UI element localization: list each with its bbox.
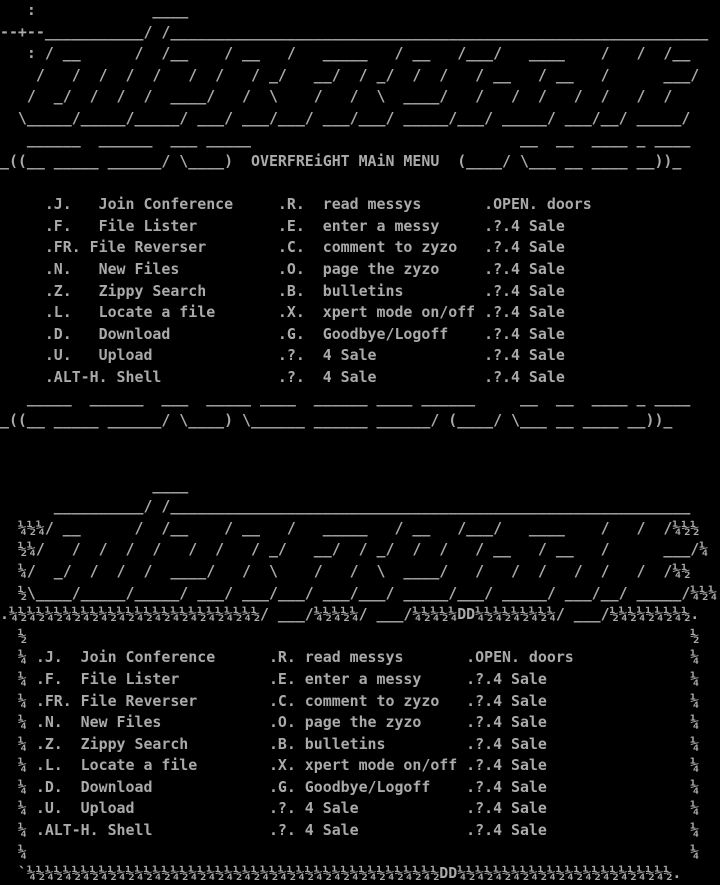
screen-line-3: / / / / / / / / _/ __/ / _/ / / / __ / __ / ___/ [0, 65, 700, 84]
screen-line-12: .N. New Files .O. page the zyzo .?.4 Sale [0, 259, 565, 278]
screen-line-27: ½\____/_____/_____/ ___/ ___/___/ ___/___/ _____/___/ _____/ ___/__/ _____/¼½¼ [0, 583, 718, 602]
screen-line-13: .Z. Zippy Search .B. bulletins .?.4 Sale [0, 281, 565, 300]
screen-line-25: ½¼/ / / / / / / / _/ __/ / _/ / / / __ / __ / ___/¼ [0, 540, 709, 559]
screen-line-34: ¼ .Z. Zippy Search .B. bulletins .?.4 Sale ¼ [0, 734, 700, 753]
screen-line-33: ¼ .N. New Files .O. page the zyzo .?.4 Sale ¼ [0, 713, 700, 732]
screen-line-26: ¼/ _/ / / / ____/ / \ / / \ ____/ / / / / / / /¼½ [0, 562, 691, 581]
screen-line-7: _((__ _____ ______/ \____) OVERFREiGHT MAiN MENU (____/ \___ __ ____ __))_ [0, 152, 682, 171]
screen-line-31: ¼ .F. File Lister .E. enter a messy .?.4 Sale ¼ [0, 669, 700, 688]
screen-line-4: / _/ / / / ____/ / \ / / \ ____/ / / / / / / / [0, 87, 673, 106]
screen-line-28: .¼½¼½¼½¼½¼½¼½¼½¼½¼½¼½¼½¼½¼½¼½/ ___/¼½¼½¼/ ___/¼½¼½¼DD¼½¼½¼½¼½¼/ ___/½¼½¼½¼½¼½. [0, 605, 700, 624]
screen-line-32: ¼ .FR. File Reverser .C. comment to zyzo .?.4 Sale ¼ [0, 691, 700, 710]
screen-line-8 [0, 173, 720, 195]
screen-line-37: ¼ .U. Upload .?. 4 Sale .?.4 Sale ¼ [0, 799, 700, 818]
screen-line-2: : / __ / /__ / __ / _____ / __ /___/ ____ / / /__ [0, 44, 691, 63]
screen-line-20 [0, 432, 720, 454]
screen-line-6: ______ ______ ___ _____ __ __ ____ _ ____ [0, 130, 691, 149]
screen-line-0: : ____ [0, 1, 189, 19]
screen-line-11: .FR. File Reverser .C. comment to zyzo .?.4 Sale [0, 238, 565, 257]
screen-line-23: __________/ /__________________________________________________________ [0, 497, 691, 516]
screen-line-15: .D. Download .G. Goodbye/Logoff .?.4 Sale [0, 324, 565, 343]
screen-line-30: ¼ .J. Join Conference .R. read messys .OPEN. doors ¼ [0, 648, 700, 667]
screen-line-35: ¼ .L. Locate a file .X. xpert mode on/off .?.4 Sale ¼ [0, 756, 700, 775]
screen-line-36: ¼ .D. Download .G. Goodbye/Logoff .?.4 Sale ¼ [0, 777, 700, 796]
screen-line-18: _____ ______ ___ _____ ____ ______ ____ ______ __ __ ____ _ ____ [0, 389, 691, 408]
screen-line-39: ¼ ¼ [0, 842, 700, 861]
screen-line-10: .F. File Lister .E. enter a messy .?.4 Sale [0, 216, 565, 235]
screen-line-1: --+--___________/ /____________________________________________________________ [0, 22, 709, 41]
screen-line-9: .J. Join Conference .R. read messys .OPEN. doors [0, 195, 592, 214]
screen-line-16: .U. Upload .?. 4 Sale .?.4 Sale [0, 346, 565, 365]
screen-line-5: \_____/_____/_____/ ___/ ___/___/ ___/___/ _____/___/ _____/ ___/__/ _____/ [0, 108, 691, 127]
screen-line-21 [0, 453, 720, 475]
screen-line-14: .L. Locate a file .X. xpert mode on/off .?.4 Sale [0, 303, 565, 322]
screen-line-19: _((__ _____ ______/ \____) \______ ______ ______/ (____/ \___ __ ____ __))_ [0, 410, 673, 429]
screen-line-38: ¼ .ALT-H. Shell .?. 4 Sale .?.4 Sale ¼ [0, 820, 700, 839]
screen-line-29: ½ ½ [0, 626, 700, 645]
screen-line-24: ¼½¼/ __ / /__ / __ / _____ / __ /___/ ____ / / /¼½½ [0, 518, 700, 537]
screen-line-22: ____ [0, 475, 189, 494]
screen-line-17: .ALT-H. Shell .?. 4 Sale .?.4 Sale [0, 367, 565, 386]
screen-line-40: `¼½¼½¼½¼½¼½¼½¼½¼½¼½¼½¼½¼½¼½¼½¼½¼½¼½¼½¼½¼½¼½¼½¼½DD¼½¼½¼½¼½¼½¼½¼½¼½¼½¼½¼½¼½. [0, 864, 682, 883]
